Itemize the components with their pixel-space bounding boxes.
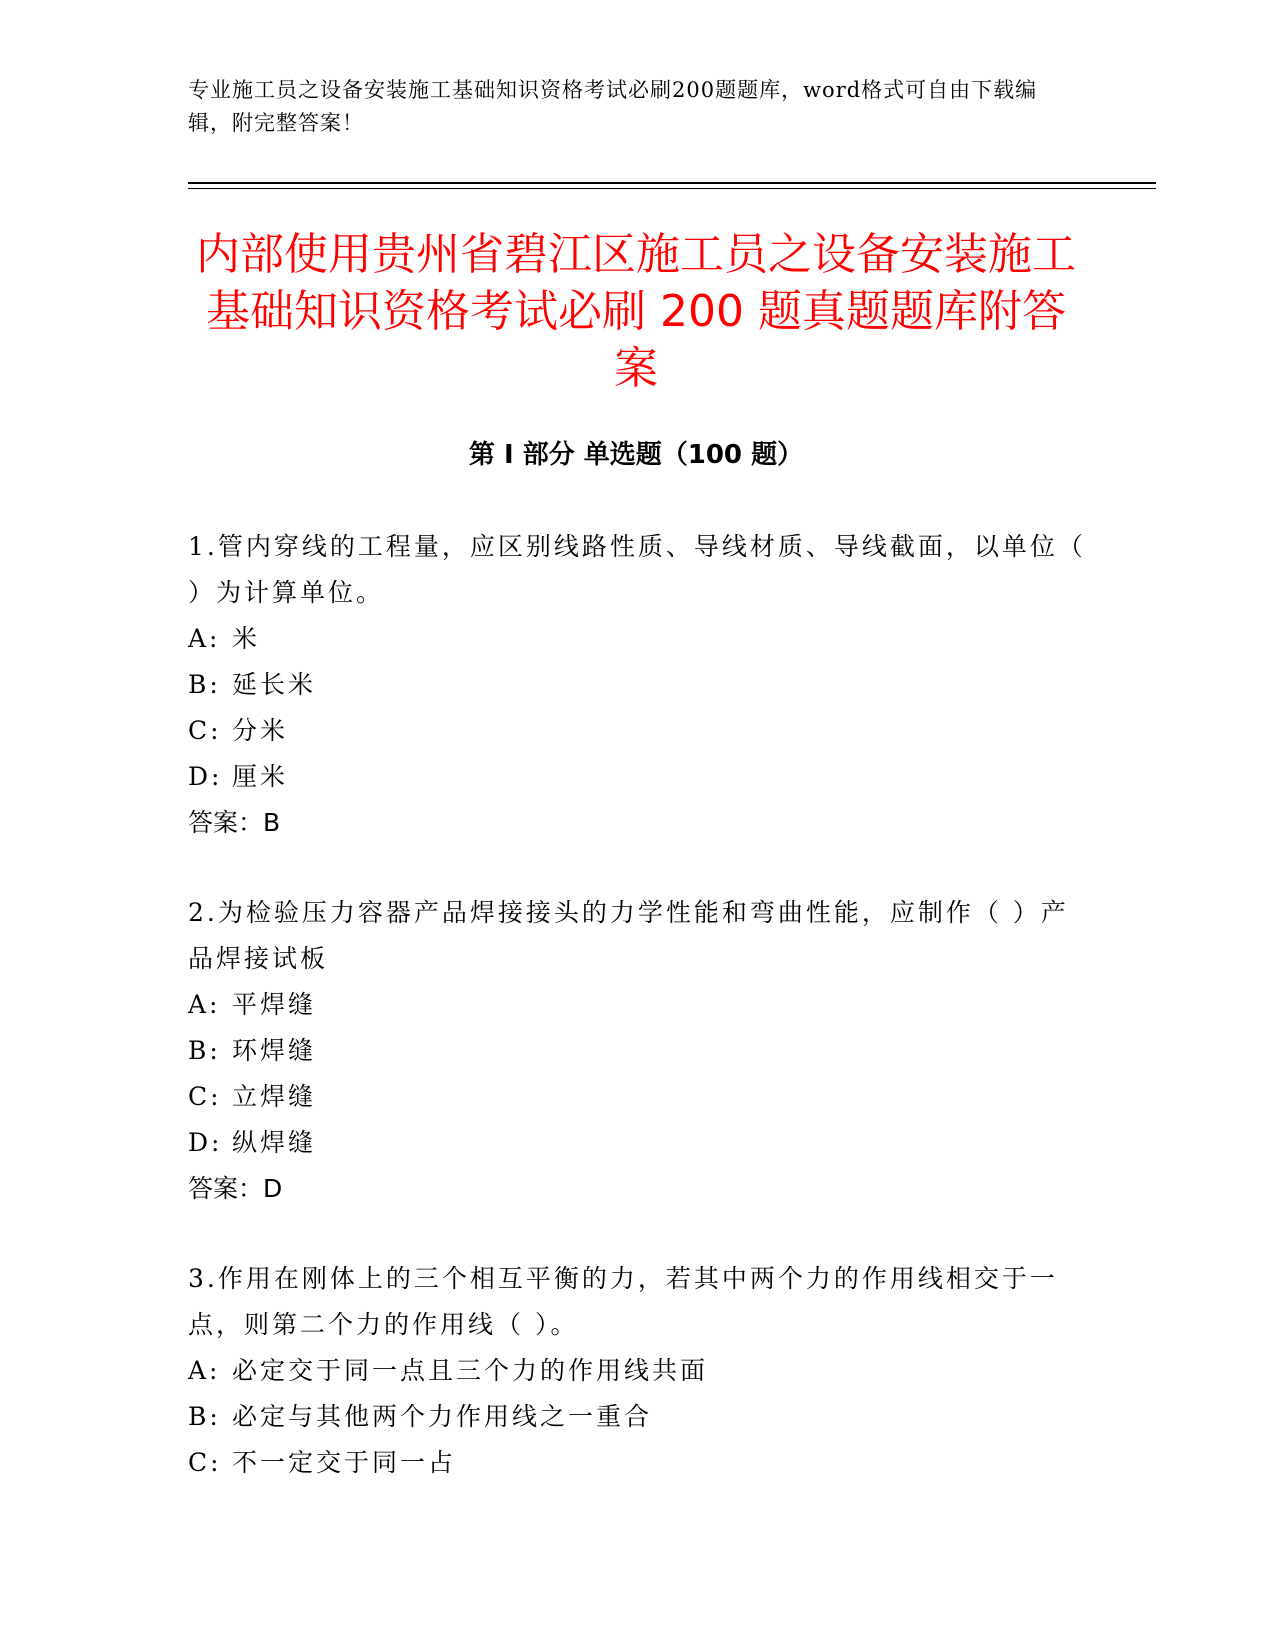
option-text: 米 xyxy=(232,624,261,653)
option-d xyxy=(188,1120,1088,1166)
question-list xyxy=(188,524,1088,1530)
option-a xyxy=(188,982,1088,1028)
option-a xyxy=(188,616,1088,662)
option-a xyxy=(188,1348,1088,1394)
option-text: 分米 xyxy=(232,716,289,745)
option-text: 立焊缝 xyxy=(232,1082,317,1111)
header-rule-thin xyxy=(188,188,1156,189)
option-letter: D: xyxy=(188,762,223,791)
option-b xyxy=(188,662,1088,708)
option-c xyxy=(188,1440,1088,1486)
option-text: 纵焊缝 xyxy=(232,1128,317,1157)
section-title: 第 I 部分 单选题（100 题） xyxy=(468,440,804,470)
question-stem: 2.为检验压力容器产品焊接接头的力学性能和弯曲性能，应制作（ ）产品焊接试板 xyxy=(188,898,1069,973)
option-text: 不一定交于同一占 xyxy=(232,1448,457,1477)
option-letter: C: xyxy=(188,1448,222,1477)
header-rule-thick xyxy=(188,182,1156,184)
question-3 xyxy=(188,1256,1088,1486)
question-2 xyxy=(188,890,1088,1212)
option-text: 延长米 xyxy=(232,670,317,699)
option-letter: C: xyxy=(188,716,222,745)
option-c xyxy=(188,1074,1088,1120)
answer-line xyxy=(188,800,1088,846)
answer-prefix: 答案： xyxy=(188,808,264,837)
document-title: 内部使用贵州省碧江区施工员之设备安装施工基础知识资格考试必刷 200 题真题题库附答案 xyxy=(196,229,1076,394)
option-letter: B: xyxy=(188,1036,221,1065)
answer-value: B xyxy=(263,808,281,837)
answer-line xyxy=(188,1166,1088,1212)
option-letter: C: xyxy=(188,1082,222,1111)
question-1 xyxy=(188,524,1088,846)
option-text: 平焊缝 xyxy=(232,990,317,1019)
option-c xyxy=(188,708,1088,754)
header-note: 专业施工员之设备安装施工基础知识资格考试必刷200题题库，word格式可自由下载编辑，附完整答案！ xyxy=(188,78,1038,135)
question-stem: 3.作用在刚体上的三个相互平衡的力，若其中两个力的作用线相交于一点，则第二个力的作用线（ ）。 xyxy=(188,1264,1058,1339)
question-stem: 1.管内穿线的工程量，应区别线路性质、导线材质、导线截面，以单位（ ）为计算单位。 xyxy=(188,532,1086,607)
option-b xyxy=(188,1394,1088,1440)
option-letter: B: xyxy=(188,670,221,699)
option-letter: A: xyxy=(188,1356,221,1385)
answer-value: D xyxy=(263,1174,283,1203)
answer-prefix: 答案： xyxy=(188,1174,264,1203)
option-text: 必定与其他两个力作用线之一重合 xyxy=(232,1402,653,1431)
option-letter: A: xyxy=(188,990,221,1019)
option-letter: A: xyxy=(188,624,221,653)
option-text: 厘米 xyxy=(232,762,289,791)
option-letter: B: xyxy=(188,1402,221,1431)
option-d xyxy=(188,754,1088,800)
option-b xyxy=(188,1028,1088,1074)
option-text: 必定交于同一点且三个力的作用线共面 xyxy=(232,1356,709,1385)
option-text: 环焊缝 xyxy=(232,1036,317,1065)
option-letter: D: xyxy=(188,1128,223,1157)
